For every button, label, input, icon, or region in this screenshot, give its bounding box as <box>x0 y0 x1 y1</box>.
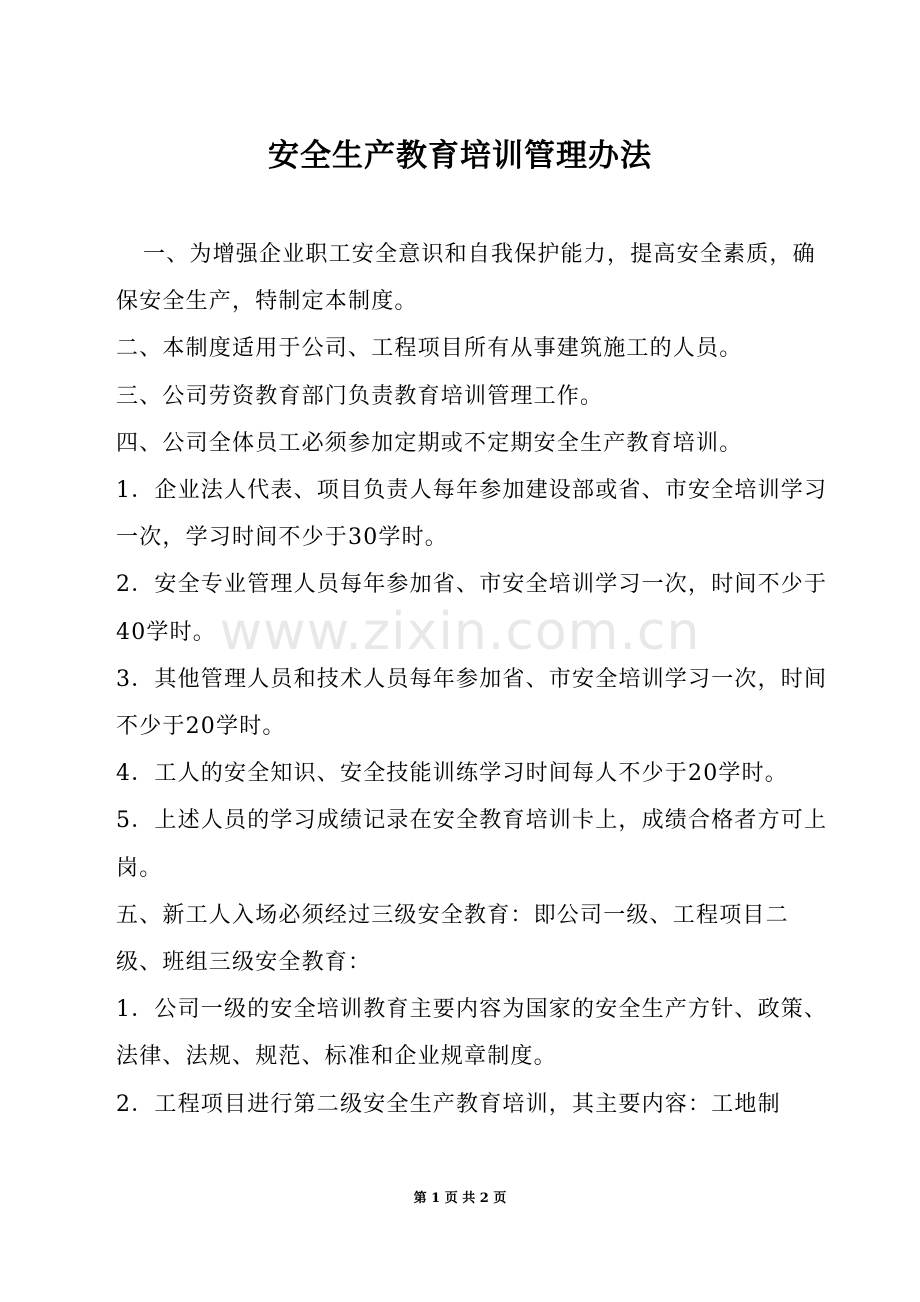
paragraph-9: 5．上述人员的学习成绩记录在安全教育培训卡上，成绩合格者方可上岗。 <box>116 808 828 881</box>
paragraph-2: 二、本制度适用于公司、工程项目所有从事建筑施工的人员。 <box>116 336 743 362</box>
document-body <box>116 231 828 1128</box>
page-footer: 第 1 页 共 2 页 <box>413 1191 507 1206</box>
paragraph-1: 一、为增强企业职工安全意识和自我保护能力，提高安全素质，确保安全生产，特制定本制度。 <box>116 242 816 315</box>
paragraph-11: 1．公司一级的安全培训教育主要内容为国家的安全生产方针、政策、法律、法规、规范、标准和企业规章制度。 <box>116 997 828 1070</box>
paragraph-5: 1．企业法人代表、项目负责人每年参加建设部或省、市安全培训学习一次，学习时间不少于30学时。 <box>116 478 828 551</box>
paragraph-8: 4．工人的安全知识、安全技能训练学习时间每人不少于20学时。 <box>116 761 788 787</box>
paragraph-3: 三、公司劳资教育部门负责教育培训管理工作。 <box>116 383 604 409</box>
paragraph-6: 2．安全专业管理人员每年参加省、市安全培训学习一次，时间不少于40学时。 <box>116 572 828 645</box>
paragraph-10: 五、新工人入场必须经过三级安全教育：即公司一级、工程项目二级、班组三级安全教育： <box>116 902 789 976</box>
watermark: www.zixin.com.cn <box>219 602 701 662</box>
paragraph-12: 2．工程项目进行第二级安全生产教育培训，其主要内容：工地制 <box>116 1091 781 1117</box>
paragraph-7: 3．其他管理人员和技术人员每年参加省、市安全培训学习一次，时间不少于20学时。 <box>116 666 828 740</box>
paragraph-4: 四、公司全体员工必须参加定期或不定期安全生产教育培训。 <box>116 430 743 456</box>
document-title: 安全生产教育培训管理办法 <box>268 138 652 174</box>
